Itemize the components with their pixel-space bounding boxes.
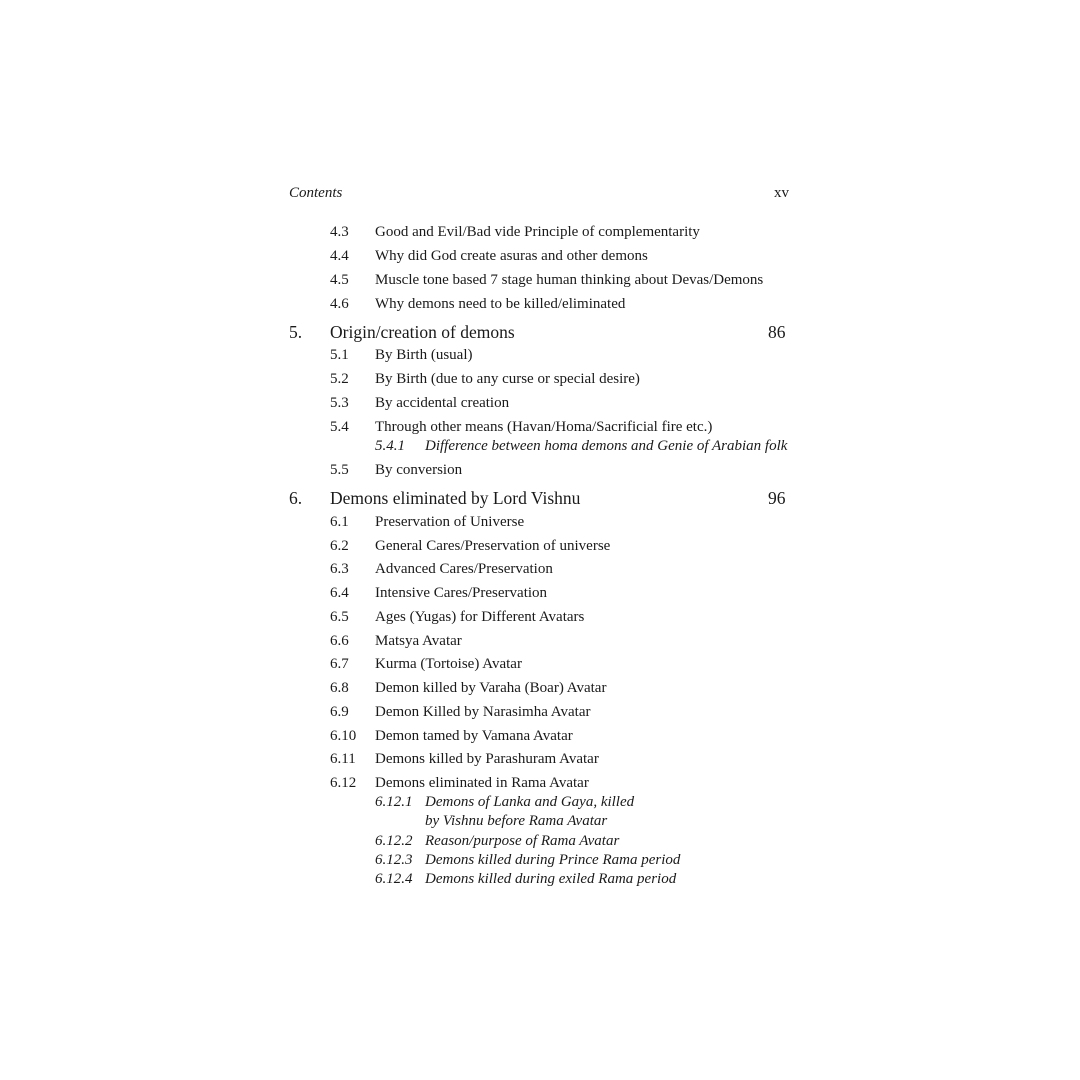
toc-item-number: 4.3 [330,224,349,240]
toc-subitem-number: 5.4.1 [375,438,405,454]
toc-item-title: Why did God create asuras and other demons [375,248,648,264]
toc-subitem-title: Difference between homa demons and Genie of Arabian folk [425,438,788,454]
toc-item-title: Demon Killed by Narasimha Avatar [375,704,591,720]
toc-item-title: Ages (Yugas) for Different Avatars [375,609,585,625]
toc-item-number: 5.2 [330,371,349,387]
toc-item-number: 4.4 [330,248,349,264]
toc-subitem-number: 6.12.2 [375,833,413,849]
toc-subitem-number: 6.12.3 [375,852,413,868]
toc-item-title: Demon killed by Varaha (Boar) Avatar [375,680,607,696]
toc-item-number: 6.10 [330,728,357,744]
toc-item-title: Demon tamed by Vamana Avatar [375,728,573,744]
toc-item-number: 6.5 [330,609,349,625]
toc-subitem-title: Reason/purpose of Rama Avatar [425,833,620,849]
toc-subitem-title: Demons of Lanka and Gaya, killed [425,794,635,810]
toc-item-title: Through other means (Havan/Homa/Sacrificial fire etc.) [375,419,713,435]
toc-item-number: 4.5 [330,272,349,288]
toc-item-number: 6.4 [330,585,349,601]
toc-item-title: Demons killed by Parashuram Avatar [375,751,599,767]
toc-item-number: 6.11 [330,751,356,767]
toc-item-number: 6.9 [330,704,349,720]
toc-subitem-title: Demons killed during exiled Rama period [425,871,677,887]
toc-item-number: 6.7 [330,656,349,672]
toc-item-number: 5.3 [330,395,349,411]
chapter-number: 6. [289,488,303,508]
toc-item-title: Good and Evil/Bad vide Principle of complementarity [375,224,700,240]
toc-item-title: By Birth (due to any curse or special desire) [375,371,640,387]
toc-item-number: 5.1 [330,347,349,363]
toc-item-number: 5.5 [330,462,349,478]
toc-item-number: 6.1 [330,514,349,530]
toc-item-number: 6.2 [330,538,349,554]
toc-subitem-title: Demons killed during Prince Rama period [425,852,681,868]
toc-item-title: Intensive Cares/Preservation [375,585,548,601]
toc-item-number: 6.6 [330,633,349,649]
toc-subitem-number: 6.12.1 [375,794,413,810]
chapter-page-number: 96 [768,488,786,508]
toc-subitem-title-continued: by Vishnu before Rama Avatar [425,813,608,829]
chapter-page-number: 86 [768,322,786,342]
chapter-title: Origin/creation of demons [330,322,515,342]
chapter-number: 5. [289,322,303,342]
toc-item-number: 5.4 [330,419,349,435]
toc-item-title: By Birth (usual) [375,347,473,363]
toc-item-title: Why demons need to be killed/eliminated [375,296,626,312]
toc-item-title: General Cares/Preservation of universe [375,538,611,554]
toc-item-number: 6.3 [330,561,349,577]
toc-item-title: Kurma (Tortoise) Avatar [375,656,522,672]
toc-subitem-number: 6.12.4 [375,871,413,887]
toc-item-number: 4.6 [330,296,349,312]
toc-item-title: By conversion [375,462,463,478]
toc-item-number: 6.12 [330,775,357,791]
toc-item-title: Demons eliminated in Rama Avatar [375,775,589,791]
toc-item-title: Muscle tone based 7 stage human thinking about Devas/Demons [375,272,764,288]
running-header-title: Contents [289,185,343,201]
toc-item-title: By accidental creation [375,395,510,411]
page-number: xv [774,185,789,201]
toc-item-number: 6.8 [330,680,349,696]
toc-item-title: Preservation of Universe [375,514,525,530]
toc-item-title: Advanced Cares/Preservation [375,561,553,577]
toc-item-title: Matsya Avatar [375,633,462,649]
chapter-title: Demons eliminated by Lord Vishnu [330,488,581,508]
